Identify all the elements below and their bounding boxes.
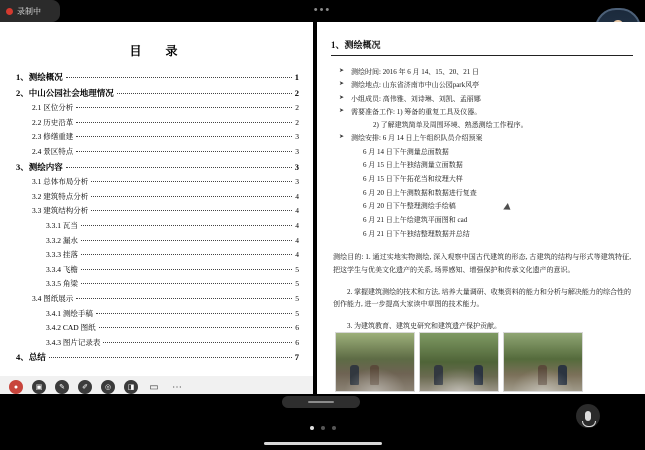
toc-entry[interactable]: 3.4.2 CAD 图纸 6 [46,323,299,333]
camera-button[interactable]: ▣ [32,380,46,394]
arrow-bullet-icon: ➤ [339,134,345,141]
person-figure-icon [370,365,379,385]
toc-entry[interactable]: 3.3.4 飞檐 5 [46,264,299,274]
comment-button[interactable]: ▭ [149,381,159,393]
document-page-left[interactable] [0,22,313,394]
person-figure-icon [474,365,483,385]
leader-dots [66,77,292,78]
leader-dots [76,151,292,152]
toc-entry[interactable]: 2.1 区位分析 2 [32,103,299,113]
more-options-icon[interactable]: ••• [313,4,332,16]
list-item: ➤ 测绘安排: 6 月 14 日上午组织队员介绍预案 [339,134,483,143]
bottom-bar [0,394,645,450]
status-bar [0,0,645,22]
list-item: 6 月 20 日下午整理测绘手绘稿 [363,202,456,211]
paragraph: 2. 掌握建筑测绘的技术和方法, 培养大量调研、收集资料的能力和分析与解决能力的综合性的创作能力, 进一步提高大家读中草图的技术能力。 [333,287,631,309]
leader-dots [91,181,292,182]
toc-entry[interactable]: 3.3.5 角梁 5 [46,279,299,289]
toc-entry[interactable]: 3.1 总体布局分析 3 [32,177,299,187]
person-figure-icon [434,365,443,385]
record-button[interactable]: ● [9,380,23,394]
list-item: 6 月 15 日上午独结测量立面数据 [363,161,463,170]
arrow-bullet-icon: ➤ [339,94,345,101]
recording-label: 录制中 [17,6,41,16]
list-item: ➤ 需要准备工作: 1) 筹备的重复工具及仪器。 [339,107,482,116]
leader-dots [99,327,293,328]
page-dot[interactable] [310,426,314,430]
person-figure-icon [538,365,547,385]
leader-dots [96,313,292,314]
toc-entry[interactable]: 3.4 图纸展示 5 [32,293,299,303]
arrow-bullet-icon: ➤ [339,81,345,88]
leader-dots [81,225,292,226]
section-heading: 1、测绘概况 [331,38,633,56]
list-item: ➤ 测绘时间: 2016 年 6 月 14、15、20、21 日 [339,68,479,76]
arrow-bullet-icon: ➤ [339,68,345,74]
toc-entry[interactable]: 2.4 景区特点 3 [32,146,299,156]
person-figure-icon [558,365,567,385]
table-of-contents [16,71,299,363]
toc-entry[interactable]: 3.3.1 瓦当 4 [46,220,299,230]
list-item: 6 月 20 日上午测数据和数据进行复查 [363,188,477,197]
toc-entry[interactable]: 2.2 历史沿革 2 [32,117,299,127]
leader-dots [76,122,292,123]
list-item: 6 月 14 日下午测量总面数据 [363,147,449,156]
leader-dots [66,167,292,168]
list-item: ➤ 测绘地点: 山东省济南市中山公园park风亭 [339,81,480,90]
microphone-button[interactable] [576,404,600,428]
photo-thumbnail[interactable] [503,332,583,392]
leader-dots [76,107,292,108]
toc-entry[interactable]: 3.3.2 漏水 4 [46,235,299,245]
leader-dots [76,298,292,299]
toc-entry[interactable]: 3.4.1 测绘手稿 5 [46,308,299,318]
list-item: ➤ 小组成员: 高伟雅、刘诗琳、刘凯、孟丽娜 [339,94,481,103]
pen-button[interactable]: ✐ [78,380,92,394]
toc-entry[interactable]: 4、总结 7 [16,352,299,363]
leader-dots [76,136,292,137]
leader-dots [81,240,292,241]
toc-entry[interactable]: 3.4.3 图片记录表 6 [46,337,299,347]
paragraph: 测绘目的: 1. 通过实地实物测绘, 深入观察中国古代建筑的形态, 古建筑的结构与形式等建筑特征, 把这学生与优美文化遗产的关系, 场界感知、增强保护和传承文化遗产的意识。 [333,253,631,274]
toc-entry[interactable]: 1、测绘概况 1 [16,72,299,82]
leader-dots [91,196,292,197]
list-item: 6 月 21 日下午独结整理数据并总结 [363,229,470,238]
scroll-handle[interactable] [282,396,360,408]
list-item: 6 月 15 日下午拓花当和纹理大样 [363,175,463,184]
microphone-icon [585,411,591,421]
toc-entry[interactable]: 2.3 修缮重建 3 [32,132,299,142]
more-button[interactable]: ⋯ [172,381,182,393]
page-indicator [310,426,336,430]
schedule-list [363,146,633,241]
eraser-button[interactable]: ◨ [124,380,138,394]
recording-indicator[interactable] [0,0,60,22]
page-title: 目 录 [129,44,184,58]
toc-entry[interactable]: 3.3.3 挂落 4 [46,250,299,260]
toc-entry[interactable]: 3、测绘内容 3 [16,161,299,172]
paragraph: 3. 为建筑教育、建筑史研究和建筑遗产保护贡献。 [347,322,501,331]
leader-dots [103,342,292,343]
leader-dots [91,210,292,211]
home-indicator [264,442,382,445]
leader-dots [117,93,292,94]
photo-strip [335,332,583,392]
record-dot-icon [6,8,13,15]
toc-entry[interactable]: 3.3 建筑结构分析 4 [32,206,299,216]
toc-entry[interactable]: 3.2 建筑特点分析 4 [32,191,299,201]
photo-thumbnail[interactable] [419,332,499,392]
page-dot[interactable] [332,426,336,430]
photo-thumbnail[interactable] [335,332,415,392]
leader-dots [81,254,292,255]
list-item: 2) 了解建筑简单及周围环境、熟悉测绘工作程序。 [373,121,528,130]
overview-bullets [339,66,633,146]
heading-rule [331,55,633,56]
laser-button[interactable]: ◎ [101,380,115,394]
leader-dots [81,283,292,284]
page-dot[interactable] [321,426,325,430]
leader-dots [81,269,292,270]
arrow-bullet-icon: ➤ [339,107,345,114]
toc-entry[interactable]: 2、中山公园社会地理情况 2 [16,87,299,98]
leader-dots [49,357,292,358]
list-item: 6 月 21 日上午绘建筑平面图和 cad [363,215,468,224]
person-figure-icon [350,365,359,385]
highlight-button[interactable]: ✎ [55,380,69,394]
